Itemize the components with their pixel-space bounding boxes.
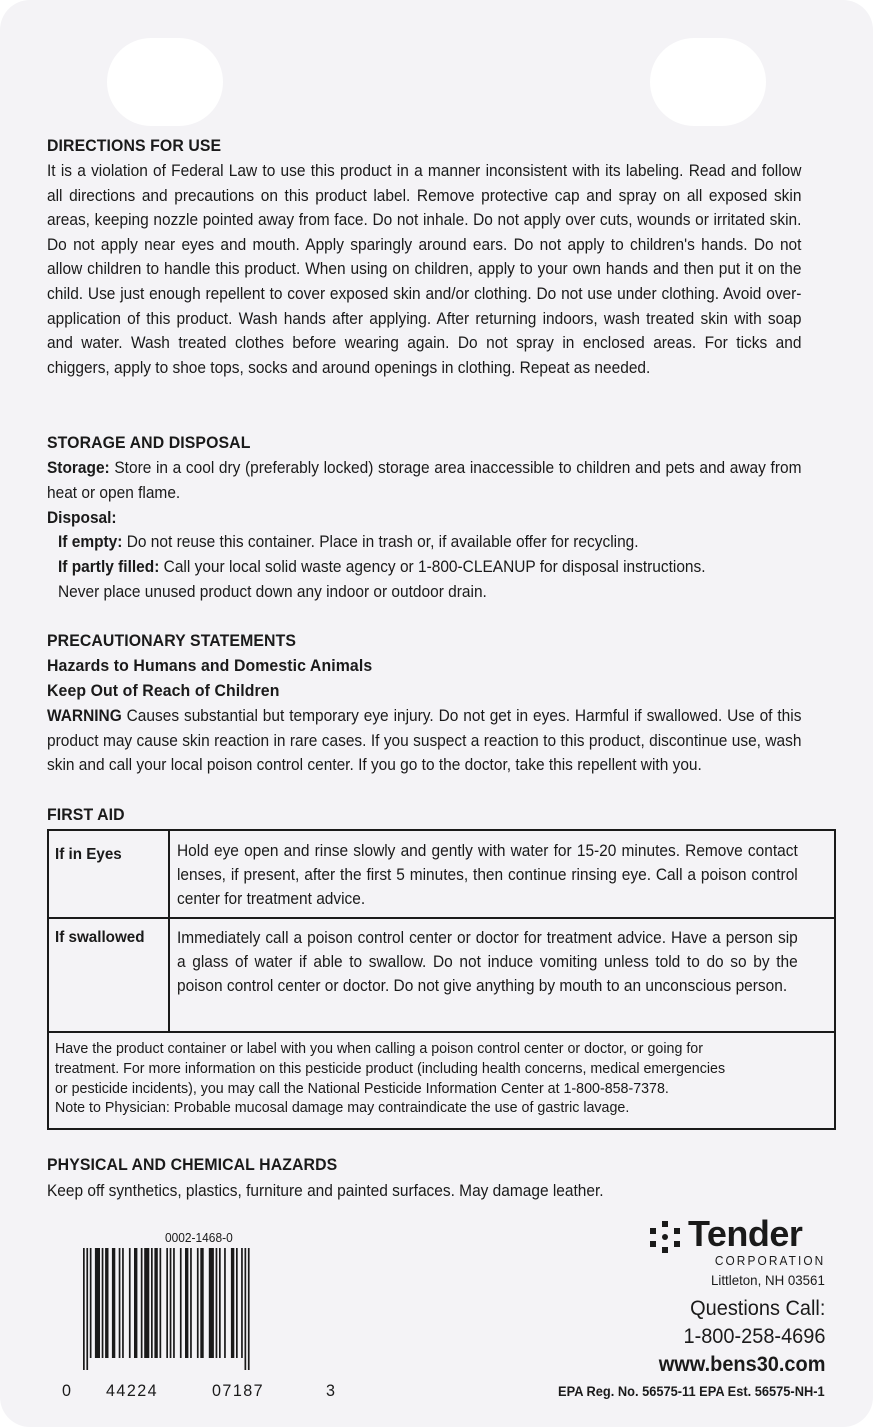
first-aid-note-line: Note to Physician: Probable mucosal damage may contraindicate the use of gastric lavage. xyxy=(55,1099,630,1117)
barcode-bar xyxy=(200,1248,203,1358)
barcode-bar xyxy=(170,1248,172,1358)
first-aid-row-text: Immediately call a poison control center or doctor for treatment advice. Have a person sip a glass of water if able to swallow. Do not induce vomiting unless told to do so by the poison control center or doctor. Do not give anything by mouth to an unconscious person. xyxy=(177,929,798,996)
barcode-bar xyxy=(151,1248,153,1358)
directions-title: DIRECTIONS FOR USE xyxy=(47,137,222,155)
physical-text: Keep off synthetics, plastics, furniture and painted surfaces. May damage leather. xyxy=(47,1182,604,1200)
first-aid-note-divider xyxy=(49,1031,834,1033)
barcode-digit-left: 0 xyxy=(62,1381,71,1400)
barcode-bar xyxy=(134,1248,137,1358)
partly-label: If partly filled: xyxy=(58,558,160,576)
warning-paragraph xyxy=(47,704,801,778)
disposal-never: Never place unused product down any indoor or outdoor drain. xyxy=(58,583,487,601)
precautionary-subtitle-children: Keep Out of Reach of Children xyxy=(47,682,280,700)
warning-text: Causes substantial but temporary eye injury. Do not get in eyes. Harmful if swallowed. Use of this product may cause skin reaction in rare cases. If you suspect a reaction to this product, discontinue use, wash skin and call your local poison control center. If you go to the doctor, take this repellent with you. xyxy=(47,707,802,775)
barcode-bar xyxy=(209,1248,214,1358)
first-aid-row-divider xyxy=(49,917,834,919)
first-aid-row-label: If swallowed xyxy=(55,929,145,946)
storage-title: STORAGE AND DISPOSAL xyxy=(47,434,251,452)
barcode-code-top: 0002-1468-0 xyxy=(165,1231,233,1245)
barcode-group-1: 44224 xyxy=(106,1381,159,1400)
company-location: Littleton, NH 03561 xyxy=(711,1272,825,1288)
hang-hole-left xyxy=(107,38,223,126)
empty-label: If empty: xyxy=(58,533,123,551)
barcode-bar xyxy=(83,1248,85,1370)
first-aid-table xyxy=(47,829,836,1130)
barcode-bar xyxy=(245,1248,247,1370)
first-aid-row-text: Hold eye open and rinse slowly and gently with water for 15-20 minutes. Remove contact lenses, if present, after the first 5 minutes, then continue rinsing eye. Call a poison control center for treatment advice. xyxy=(177,842,798,909)
directions-body: It is a violation of Federal Law to use this product in a manner inconsistent with its labeling. Read and follow all directions and precautions on this product label. Remove protective cap and spray on all exposed skin areas, keeping nozzle pointed away from face. Do not inhale. Do not apply over cuts, wounds or irritated skin. Do not apply near eyes and mouth. Apply sparingly around ears. Do not apply to children's hands. Do not allow children to handle this product. When using on children, apply to your own hands and then put it on the child. Use just enough repellent to cover exposed skin and/or clothing. Do not use under clothing. Avoid over-application of this product. Wash hands after applying. After returning indoors, wash treated skin with soap and water. Wash treated clothes before wearing again. Do not spray in enclosed areas. For ticks and chiggers, apply to shoe tops, socks and around openings in clothing. Repeat as needed. xyxy=(47,162,802,377)
barcode-digit-right: 3 xyxy=(326,1381,335,1400)
barcode-bar xyxy=(122,1248,124,1358)
phone-number: 1-800-258-4696 xyxy=(683,1325,825,1348)
barcode-bar xyxy=(102,1248,104,1358)
barcode-bar xyxy=(236,1248,238,1358)
first-aid-note xyxy=(55,1039,791,1118)
barcode-bar xyxy=(144,1248,149,1358)
company-subtitle: CORPORATION xyxy=(714,1254,825,1268)
first-aid-note-line: treatment. For more information on this pesticide product (including health concerns, medical emergencies xyxy=(55,1059,726,1077)
barcode-bar xyxy=(154,1248,157,1358)
partly-text: Call your local solid waste agency or 1-800-CLEANUP for disposal instructions. xyxy=(163,558,706,576)
first-aid-title: FIRST AID xyxy=(47,806,125,824)
precautionary-subtitle-hazards: Hazards to Humans and Domestic Animals xyxy=(47,657,373,675)
questions-label: Questions Call: xyxy=(689,1297,825,1320)
barcode-bar xyxy=(231,1248,234,1358)
barcode-bar xyxy=(173,1248,175,1358)
barcode-bar xyxy=(248,1248,250,1370)
storage-paragraph xyxy=(47,456,801,505)
storage-text: Store in a cool dry (preferably locked) storage area inaccessible to children and pets and away from heat or open flame. xyxy=(47,459,802,502)
barcode-bar xyxy=(129,1248,131,1358)
barcode-bar xyxy=(160,1248,162,1358)
barcode-bar xyxy=(180,1248,182,1358)
first-aid-note-line: Have the product container or label with you when calling a poison control center or doctor, or going for xyxy=(55,1040,703,1057)
barcode-bar xyxy=(119,1248,121,1358)
barcode-bar xyxy=(166,1248,168,1358)
barcode-bar xyxy=(224,1248,226,1358)
barcode-bar xyxy=(216,1248,218,1358)
company-name: Tender xyxy=(688,1213,803,1254)
barcode-bar xyxy=(90,1248,92,1358)
tender-flower-icon xyxy=(648,1220,682,1254)
barcode-bar xyxy=(112,1248,115,1358)
precautionary-title: PRECAUTIONARY STATEMENTS xyxy=(47,632,297,650)
barcode-bar xyxy=(95,1248,100,1358)
barcode-bar xyxy=(197,1248,199,1358)
barcode-bar xyxy=(141,1248,143,1358)
barcode-bar xyxy=(86,1248,88,1370)
barcode-bar xyxy=(241,1248,243,1358)
hang-hole-right xyxy=(650,38,766,126)
barcode-bar xyxy=(185,1248,188,1358)
empty-text: Do not reuse this container. Place in trash or, if available offer for recycling. xyxy=(126,533,639,551)
warning-label: WARNING xyxy=(47,707,122,725)
first-aid-row-label: If in Eyes xyxy=(55,846,122,863)
storage-label: Storage: xyxy=(47,459,110,477)
website: www.bens30.com xyxy=(658,1353,825,1376)
disposal-partly xyxy=(58,555,706,580)
physical-title: PHYSICAL AND CHEMICAL HAZARDS xyxy=(47,1156,338,1174)
barcode-bar xyxy=(105,1248,108,1358)
epa-registration: EPA Reg. No. 56575-11 EPA Est. 56575-NH-1 xyxy=(558,1384,825,1399)
first-aid-note-line: or pesticide incidents), you may call the National Pesticide Information Center at 1-800-858-7378. xyxy=(55,1079,669,1097)
barcode-group-2: 07187 xyxy=(212,1381,265,1400)
disposal-empty xyxy=(58,530,639,555)
barcode xyxy=(83,1248,307,1370)
first-aid-column-divider xyxy=(168,831,170,1033)
disposal-label: Disposal: xyxy=(47,509,117,527)
barcode-bar xyxy=(190,1248,192,1358)
barcode-bar xyxy=(219,1248,221,1358)
